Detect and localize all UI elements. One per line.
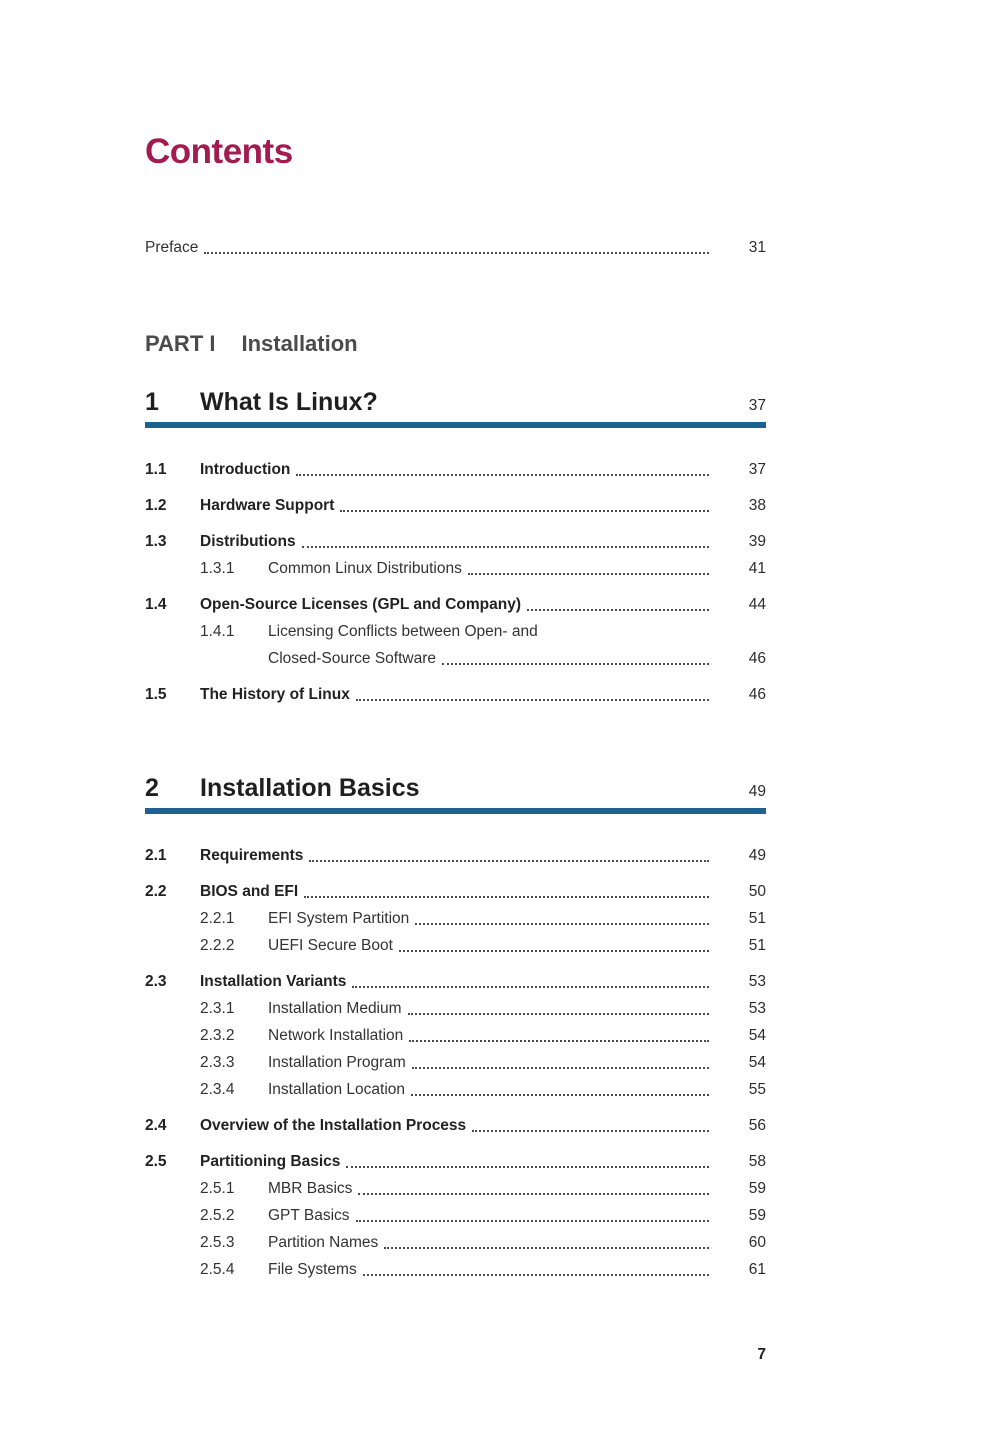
toc-entry-number: 2.3 [145,973,167,990]
toc-entry [145,972,766,992]
toc-entry-title: Hardware Support [200,497,335,514]
dot-leader [399,950,709,952]
toc-entry-title: Partition Names [268,1234,379,1251]
toc-entry-page: 50 [748,883,766,900]
toc-entry-title: Introduction [200,461,291,478]
toc-entry-page: 44 [748,596,766,613]
page-title: Contents [145,132,293,171]
toc-entry [145,846,766,866]
toc-entry-number: 2.5.1 [200,1180,235,1197]
toc-entry-title: Open-Source Licenses (GPL and Company) [200,596,521,613]
toc-entry [145,1116,766,1136]
toc-entry-title: Requirements [200,847,304,864]
toc-entry-number: 1.4 [145,596,167,613]
toc-entry-title: Licensing Conflicts between Open- and [268,623,538,640]
toc-entry-page: 61 [748,1261,766,1278]
toc-entry-title: EFI System Partition [268,910,410,927]
toc-entry-number: 2.3.4 [200,1081,235,1098]
toc-entry-number: 2.2 [145,883,167,900]
preface-entry [145,238,766,258]
toc-entry [145,1179,766,1199]
chapter-number: 2 [145,774,159,802]
chapter-title: Installation Basics [200,774,420,802]
dot-leader [346,1166,709,1168]
toc-entry-page: 60 [748,1234,766,1251]
toc-entry-number: 2.3.2 [200,1027,235,1044]
chapter-rule [145,808,766,814]
toc-entry-page: 39 [748,533,766,550]
toc-entry-number: 1.1 [145,461,167,478]
toc-entry-number: 2.5.2 [200,1207,235,1224]
toc-entry [145,622,766,642]
toc-entry-page: 46 [748,650,766,667]
toc-entry [145,936,766,956]
dot-leader [409,1040,709,1042]
toc-entry-page: 54 [748,1027,766,1044]
dot-leader [356,1220,709,1222]
toc-entry [145,1206,766,1226]
dot-leader [340,510,709,512]
toc-entry [145,882,766,902]
part-title: Installation [241,331,358,356]
toc-content [145,0,766,1280]
chapter-page: 49 [748,783,766,800]
dot-leader [412,1067,709,1069]
toc-entry-page: 53 [748,1000,766,1017]
toc-entry-page: 59 [748,1180,766,1197]
toc-entry-number: 2.3.3 [200,1054,235,1071]
dot-leader [468,573,709,575]
toc-entry-continuation [145,649,766,669]
dot-leader [411,1094,709,1096]
toc-entry-title: Distributions [200,533,296,550]
chapter-number: 1 [145,388,159,416]
dot-leader [204,252,709,254]
toc-entry-number: 1.5 [145,686,167,703]
dot-leader [363,1274,709,1276]
toc-entry-page: 46 [748,686,766,703]
toc-entry-title: BIOS and EFI [200,883,299,900]
toc-entry-title: Overview of the Installation Process [200,1117,467,1134]
toc-entry-title: Installation Program [268,1054,406,1071]
toc-entry-page: 37 [748,461,766,478]
toc-entry-title: UEFI Secure Boot [268,937,393,954]
toc-entry-number: 2.2.2 [200,937,235,954]
toc-entry-page: 38 [748,497,766,514]
page-folio: 7 [757,1346,766,1363]
toc-entry-page: 54 [748,1054,766,1071]
toc-entry-title: Partitioning Basics [200,1153,341,1170]
toc-entry-page: 51 [748,910,766,927]
toc-entry-page: 49 [748,847,766,864]
dot-leader [352,986,709,988]
toc-entry-number: 2.1 [145,847,167,864]
toc-entry-number: 1.3.1 [200,560,235,577]
toc-entry-page: 55 [748,1081,766,1098]
toc-entry-title: File Systems [268,1261,357,1278]
toc-entry-title: Common Linux Distributions [268,560,462,577]
dot-leader [302,546,709,548]
dot-leader [442,663,709,665]
dot-leader [472,1130,709,1132]
toc-entry [145,532,766,552]
toc-entry-title: Installation Location [268,1081,406,1098]
dot-leader [527,609,709,611]
toc-entry-number: 1.4.1 [200,623,235,640]
toc-entry-number: 2.4 [145,1117,167,1134]
toc-entry-number: 2.5.4 [200,1261,235,1278]
toc-entry [145,1233,766,1253]
chapter-heading [145,386,766,422]
toc-entry [145,496,766,516]
toc-entry [145,909,766,929]
toc-entry-title: Network Installation [268,1027,404,1044]
chapter-rule [145,422,766,428]
toc-entry-title: Installation Medium [268,1000,402,1017]
toc-entry-page: 41 [748,560,766,577]
toc-entry-title: The History of Linux [200,686,350,703]
dot-leader [304,896,709,898]
toc-entry-page: 59 [748,1207,766,1224]
chapter-page: 37 [748,397,766,414]
dot-leader [358,1193,709,1195]
toc-entry-title: Installation Variants [200,973,347,990]
toc-entry-number: 2.3.1 [200,1000,235,1017]
toc-entry-number: 2.5.3 [200,1234,235,1251]
toc-entry [145,559,766,579]
toc-entry-number: 1.2 [145,497,167,514]
dot-leader [356,699,709,701]
toc-entry [145,1053,766,1073]
toc-entry-number: 2.2.1 [200,910,235,927]
toc-entry-title: MBR Basics [268,1180,353,1197]
toc-entry [145,460,766,480]
dot-leader [415,923,709,925]
toc-entry-number: 1.3 [145,533,167,550]
toc-entry [145,1026,766,1046]
dot-leader [296,474,709,476]
toc-entry-title: GPT Basics [268,1207,350,1224]
toc-entry-page: 56 [748,1117,766,1134]
chapter-title: What Is Linux? [200,388,378,416]
toc-entry-page: 53 [748,973,766,990]
toc-entry-page: 31 [748,239,766,256]
toc-entry-title: Preface [145,239,199,256]
chapter-heading [145,772,766,808]
dot-leader [408,1013,709,1015]
toc-entry-page: 51 [748,937,766,954]
toc-entry [145,685,766,705]
toc-entry [145,1260,766,1280]
toc-entry-number: 2.5 [145,1153,167,1170]
toc-entry [145,1080,766,1100]
toc-entry [145,999,766,1019]
part-heading [145,330,766,358]
dot-leader [384,1247,709,1249]
dot-leader [309,860,709,862]
toc-entry-page: 58 [748,1153,766,1170]
toc-entry [145,1152,766,1172]
part-label: PART I [145,331,216,356]
toc-entry-title: Closed-Source Software [268,650,436,667]
toc-entry [145,595,766,615]
